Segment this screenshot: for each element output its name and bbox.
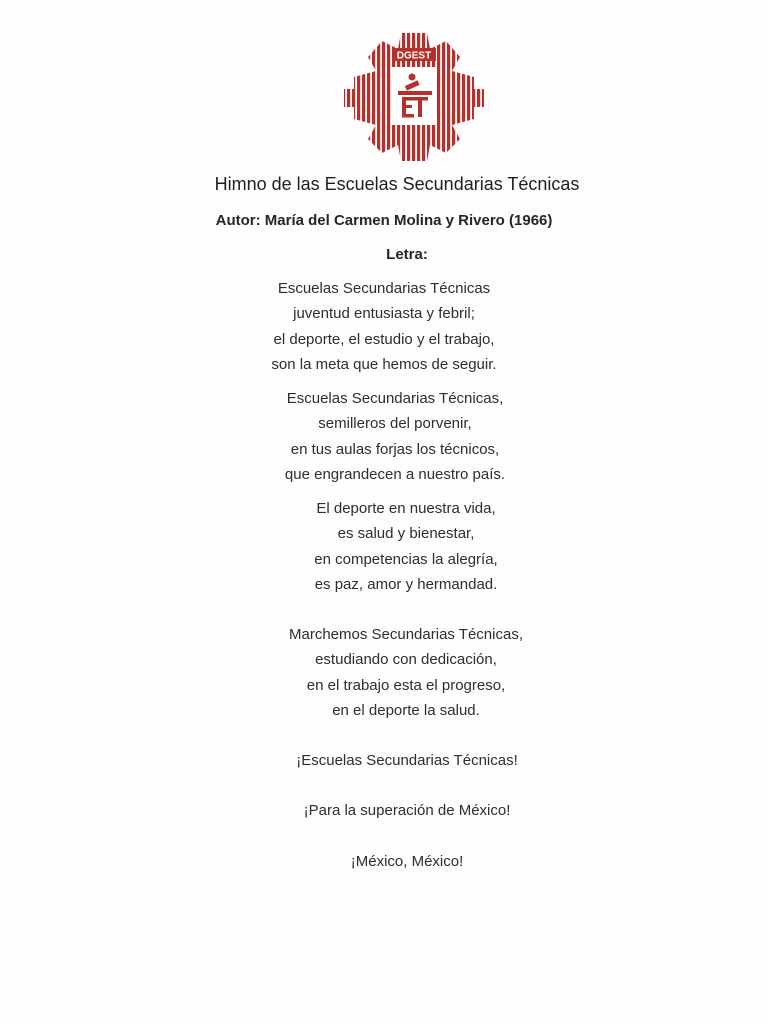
- lyric-line: en tus aulas forjas los técnicos,: [290, 440, 500, 458]
- lyric-line: ¡México, México!: [350, 853, 464, 870]
- lyric-line: en el deporte la salud.: [332, 701, 480, 719]
- lyric-line: Marchemos Secundarias Técnicas,: [289, 626, 523, 643]
- lyric-line: que engrandecen a nuestro país.: [284, 465, 506, 483]
- lyric-line: ¡Para la superación de México!: [303, 802, 511, 819]
- lyric-line: juventud entusiasta y febril;: [293, 305, 475, 323]
- lyric-line: Escuelas Secundarias Técnicas: [277, 280, 491, 297]
- lyric-line: Escuelas Secundarias Técnicas,: [286, 390, 504, 407]
- lyric-line: el deporte, el estudio y el trabajo,: [273, 330, 495, 348]
- lyric-line: es paz, amor y hermandad.: [314, 575, 498, 593]
- lyric-line: estudiando con dedicación,: [315, 651, 497, 669]
- logo-text: DGEST: [396, 50, 432, 62]
- lyric-line: ¡Escuelas Secundarias Técnicas!: [296, 752, 518, 769]
- lyric-line: son la meta que hemos de seguir.: [271, 355, 497, 373]
- lyrics-heading: Letra:: [386, 246, 428, 263]
- dgest-logo: [342, 31, 486, 163]
- lyric-line: El deporte en nuestra vida,: [316, 500, 496, 517]
- lyric-line: es salud y bienestar,: [337, 525, 475, 543]
- document-title: Himno de las Escuelas Secundarias Técnicas: [214, 174, 580, 194]
- lyric-line: en competencias la alegría,: [314, 550, 498, 568]
- author-line: Autor: María del Carmen Molina y Rivero (1966): [215, 212, 553, 229]
- lyric-line: en el trabajo esta el progreso,: [306, 676, 506, 694]
- lyric-line: semilleros del porvenir,: [318, 415, 472, 433]
